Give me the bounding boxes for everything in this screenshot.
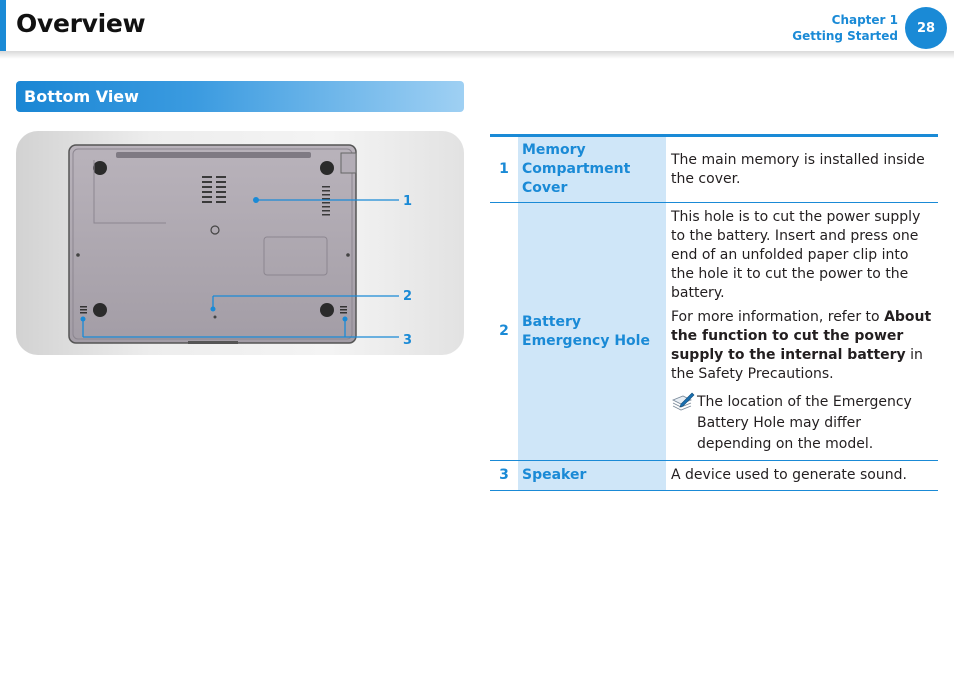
rubber-foot: [93, 161, 107, 175]
reference-title: About the function to cut the power supply to the internal battery: [671, 309, 932, 363]
row-number: 2: [490, 203, 518, 461]
section-title: Bottom View: [24, 87, 139, 106]
page-title: Overview: [16, 9, 146, 38]
description-paragraph: This hole is to cut the power supply to the battery. Insert and press one end of an unfolded paper clip into the hole it to cut the power to the battery.: [671, 209, 921, 301]
laptop-bottom-view-illustration: [16, 131, 464, 355]
component-name: Memory Compartment Cover: [518, 136, 666, 203]
chapter-label: Chapter 1: [831, 13, 898, 27]
rubber-foot: [320, 303, 334, 317]
chapter-info: [792, 12, 898, 44]
note-text: The location of the Emergency Battery Hole may differ depending on the model.: [697, 394, 912, 452]
page-number: 28: [916, 20, 936, 36]
component-description: A device used to generate sound.: [666, 461, 938, 491]
row-number: 1: [490, 136, 518, 203]
reference-text: For more information, refer to: [671, 309, 885, 325]
rubber-foot: [320, 161, 334, 175]
callout-number: 1: [403, 194, 413, 209]
note-pen-icon: [671, 392, 697, 420]
row-number: 3: [490, 461, 518, 491]
component-name: Speaker: [518, 461, 666, 491]
component-table: [490, 134, 938, 491]
callout-number: 2: [403, 289, 413, 304]
laptop-body: [69, 145, 356, 343]
rubber-foot: [93, 303, 107, 317]
callout-number: 3: [403, 333, 413, 348]
reference-text: in the Safety Precautions.: [671, 347, 923, 382]
table-row: [490, 136, 938, 203]
title-accent-bar: [0, 0, 6, 52]
component-name: Battery Emergency Hole: [518, 203, 666, 461]
header-divider: [0, 51, 954, 59]
section-header: [16, 81, 464, 112]
description-paragraph: [671, 308, 934, 384]
table-row: [490, 203, 938, 461]
note: [671, 392, 934, 455]
page-number-badge: [905, 7, 947, 49]
chapter-name: Getting Started: [792, 29, 898, 43]
table-row: [490, 461, 938, 491]
component-description: The main memory is installed inside the cover.: [666, 136, 938, 203]
component-description: [666, 203, 938, 461]
